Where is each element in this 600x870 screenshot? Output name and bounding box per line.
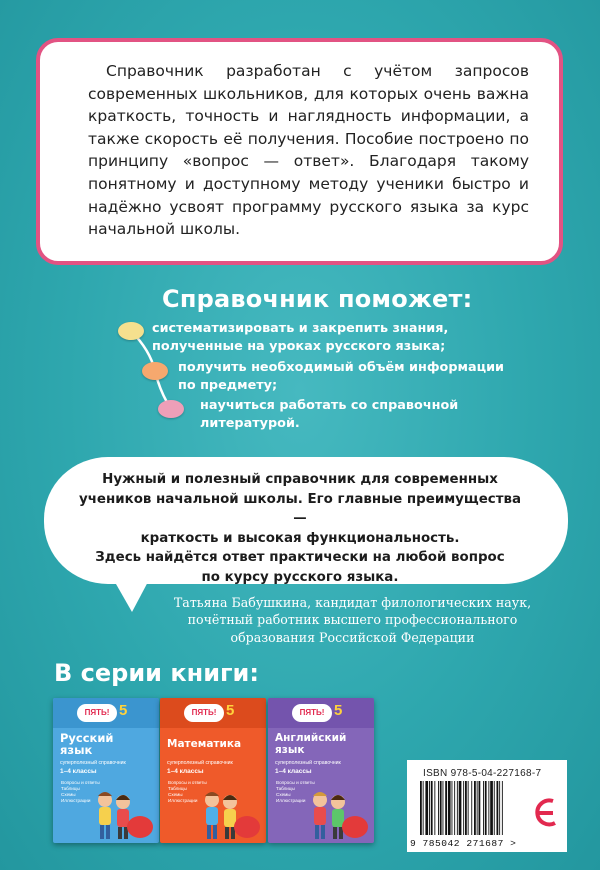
- series-badge: ПЯТЬ!: [184, 704, 224, 722]
- book-cover-english: [268, 698, 374, 843]
- book-grades: 1–4 классы: [167, 768, 204, 775]
- quote-text: Нужный и полезный справочник для современных учеников начальной школы. Его главные преимущества — краткость и высокая функциональность. Здесь найдётся ответ практически на любой вопрос по курсу русского языка.: [78, 472, 521, 585]
- isbn-label: ISBN 978-5-04-227168-7: [423, 768, 542, 779]
- book-price-badge: [234, 816, 260, 838]
- book-features: Вопросы и ответы Таблицы Схемы Иллюстрации: [168, 780, 207, 803]
- book-features: Вопросы и ответы Таблицы Схемы Иллюстрации: [61, 780, 100, 803]
- book-features: Вопросы и ответы Таблицы Схемы Иллюстрации: [276, 780, 315, 803]
- book-grades: 1–4 классы: [60, 768, 97, 775]
- book-cover-math: [160, 698, 266, 843]
- book-subtitle: суперполезный справочник: [275, 760, 341, 766]
- series-five: 5: [119, 702, 128, 719]
- series-five: 5: [334, 702, 343, 719]
- publisher-logo-icon: [531, 793, 561, 833]
- book-grades: 1–4 классы: [275, 768, 312, 775]
- benefit-item-1: систематизировать и закрепить знания, полученные на уроках русского языка;: [152, 321, 449, 354]
- series-badge: ПЯТЬ!: [292, 704, 332, 722]
- series-title: В серии книги:: [54, 659, 259, 687]
- helps-title: Справочник поможет:: [162, 285, 473, 313]
- book-subtitle: суперполезный справочник: [60, 760, 126, 766]
- benefit-item-3: научиться работать со справочной литературой.: [200, 398, 459, 431]
- author-credit: Татьяна Бабушкина, кандидат филологических наук, почётный работник высшего профессионального образования Российской Федерации: [173, 595, 532, 645]
- benefit-item-2: получить необходимый объём информации по предмету;: [178, 360, 505, 393]
- book-price-badge: [342, 816, 368, 838]
- book-cover-russian: [53, 698, 159, 843]
- book-subtitle: суперполезный справочник: [167, 760, 233, 766]
- book-title: Математика: [167, 738, 242, 750]
- book-title: Русский язык: [60, 731, 114, 757]
- series-badge: ПЯТЬ!: [77, 704, 117, 722]
- book-title: Английский язык: [275, 732, 347, 756]
- book-price-badge: [127, 816, 153, 838]
- barcode-digits: 9 785042 271687 >: [410, 838, 517, 849]
- series-five: 5: [226, 702, 235, 719]
- intro-text: Справочник разработан с учётом запросов современных школьников, для которых очень важна краткость, точность и наглядность информации, а также скорость её получения. Пособие построено по принципу «вопрос — ответ». Благодаря такому понятному и доступному методу ученики быстро и надёжно усвоят программу русского языка за курс начальной школы.: [88, 62, 529, 239]
- barcode-icon: [418, 781, 528, 837]
